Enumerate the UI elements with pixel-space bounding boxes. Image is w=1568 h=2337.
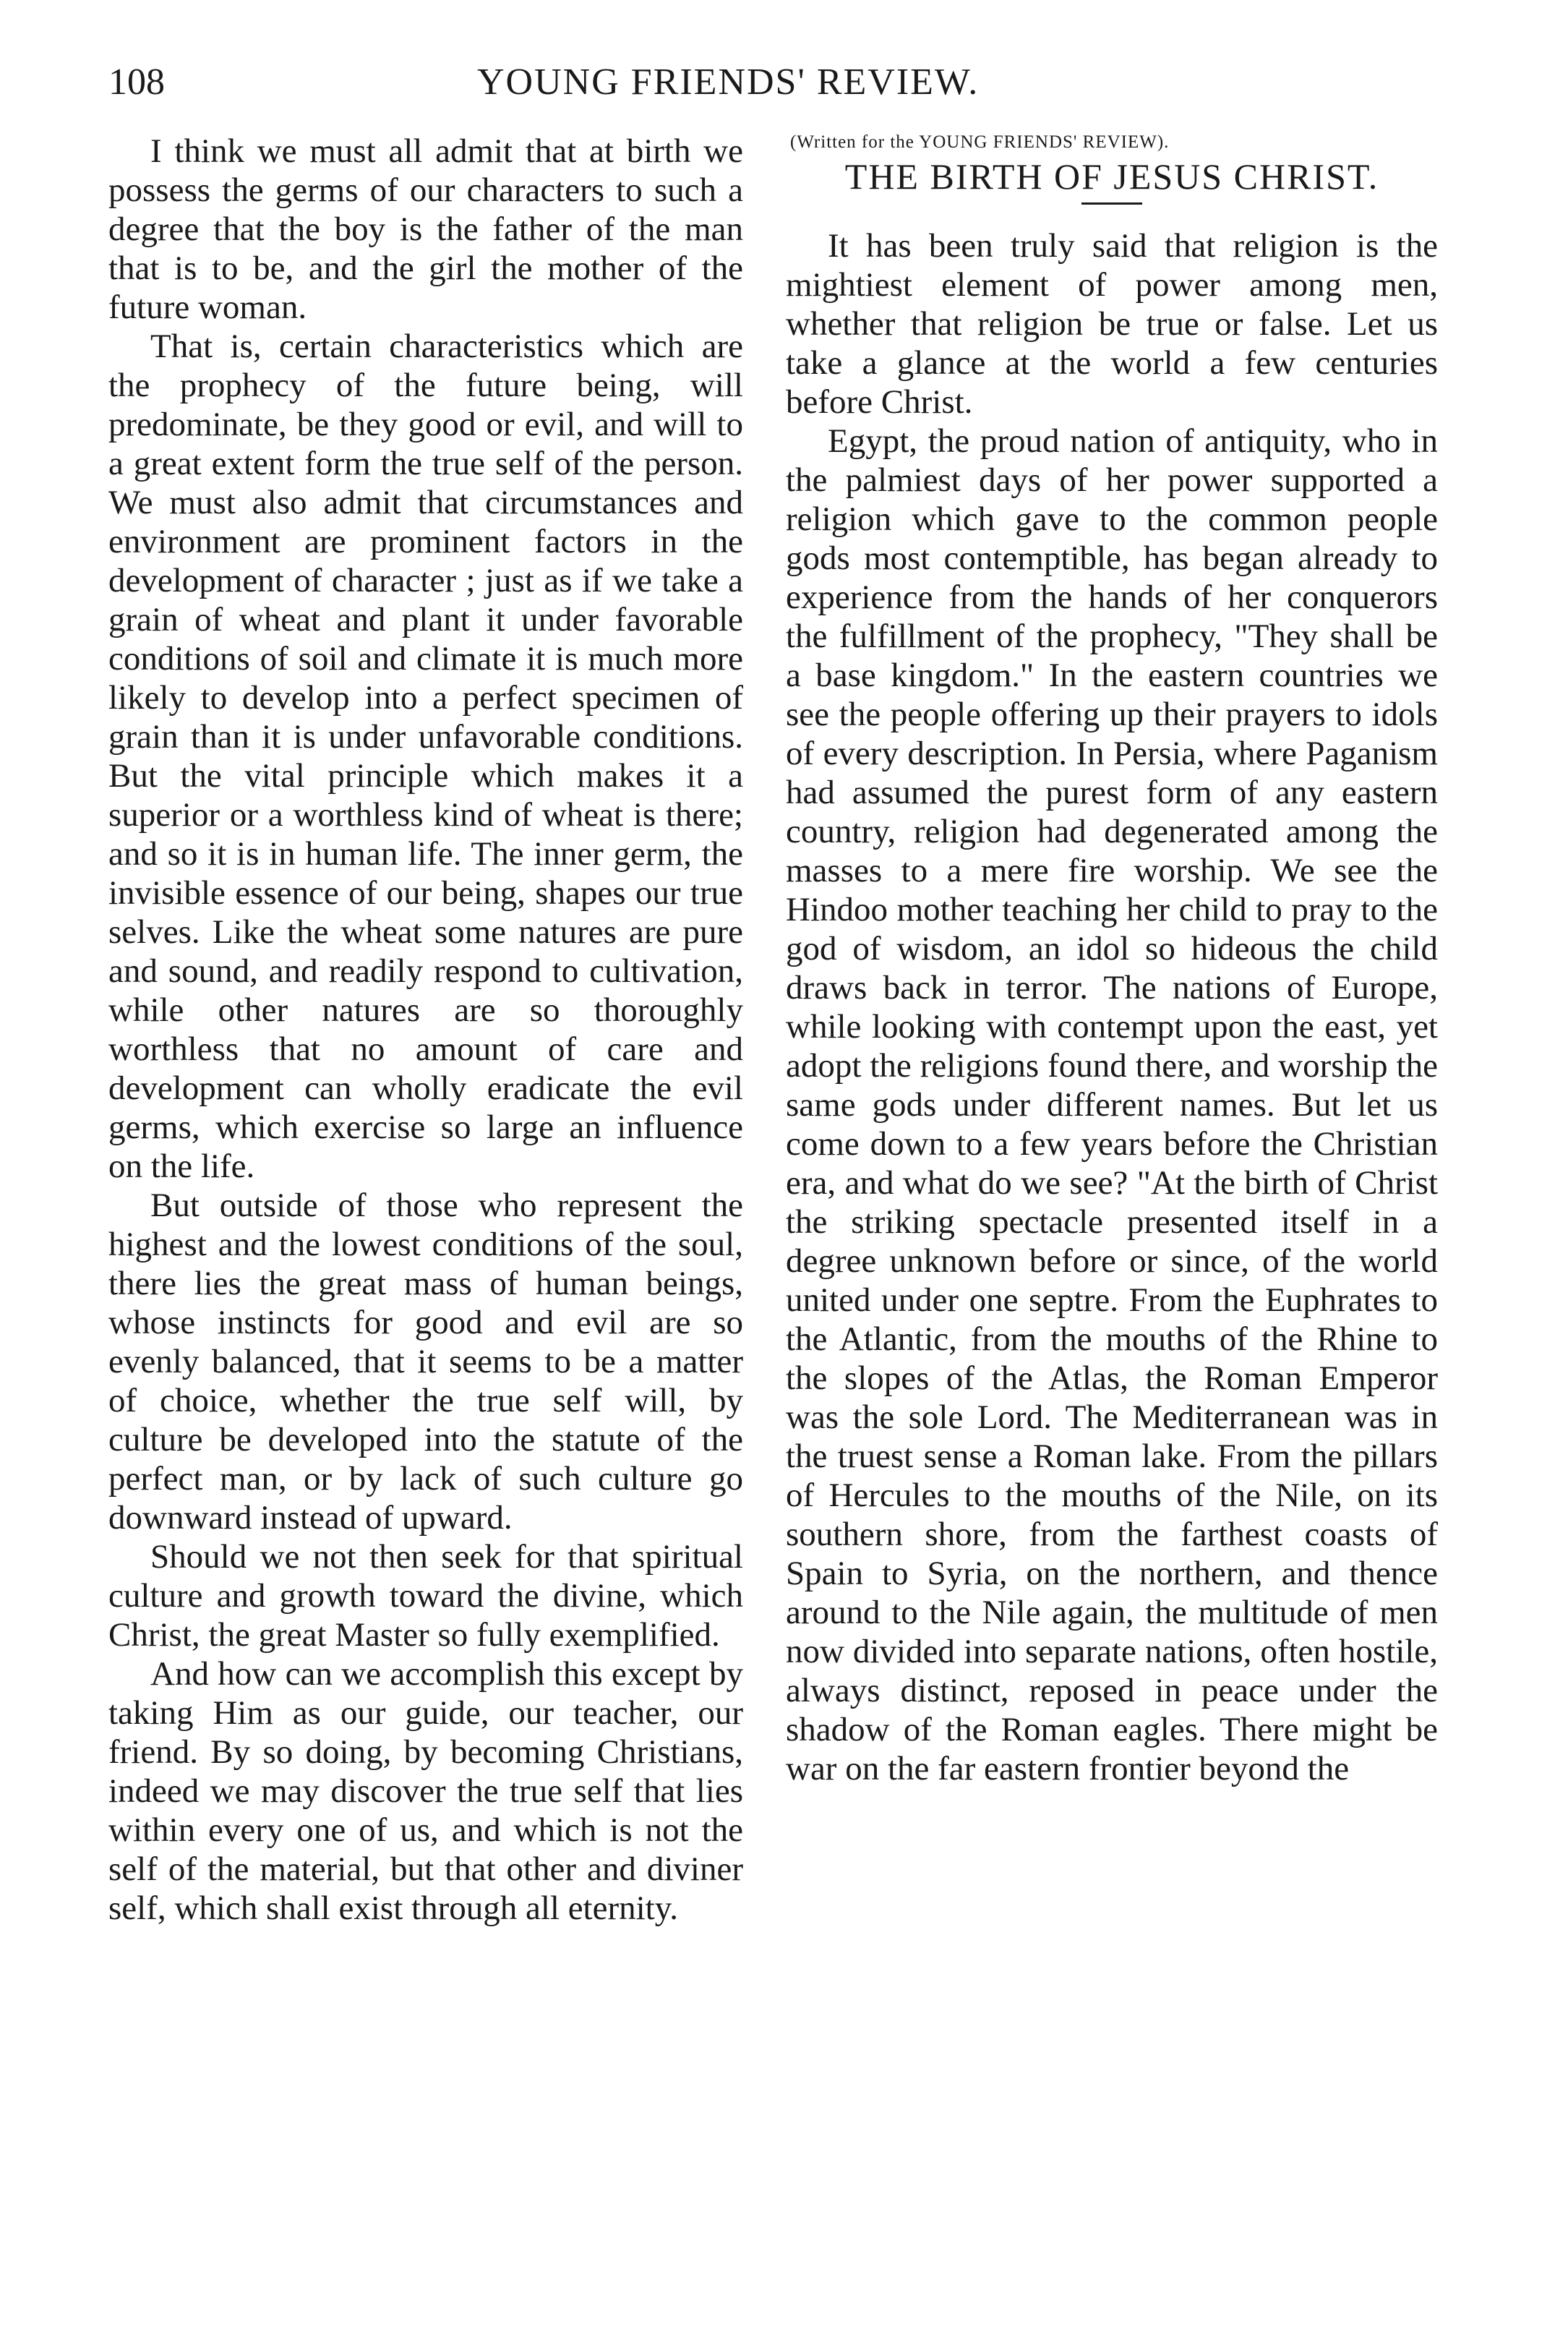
title-divider: [1081, 202, 1142, 205]
left-paragraph-5: And how can we accomplish this except by taking Him as our guide, our teacher, our friend. By so doing, by becoming Christians, indeed we may discover the true self that lies within every one of us, and which is not the self of the material, but that other and diviner self, which shall exist through all eternity.: [108, 1655, 743, 1927]
left-paragraph-1: I think we must all admit that at birth we possess the germs of our characters to such a degree that the boy is the father of the man that is to be, and the girl the mother of the future woman.: [108, 132, 743, 326]
page-number: 108: [108, 61, 165, 103]
right-paragraph-2: Egypt, the proud nation of antiquity, who in the palmiest days of her power supported a religion which gave to the common people gods most contemptible, has began already to experience from the hands of her conquerors the fulfillment of the prophecy, "They shall be a base kingdom." In the eastern countries we see the people offering up their prayers to idols of every description. In Persia, where Paganism had assumed the purest form of any eastern country, religion had degenerated among the masses to a mere fire worship. We see the Hindoo mother teaching her child to pray to the god of wisdom, an idol so hideous the child draws back in terror. The nations of Europe, while looking with contempt upon the east, yet adopt the religions found there, and worship the same gods under different names. But let us come down to a few years before the Christian era, and what do we see? "At the birth of Christ the striking spectacle presented itself in a degree unknown before or since, of the world united under one septre. From the Euphrates to the Atlantic, from the mouths of the Rhine to the slopes of the Atlas, the Roman Emperor was the sole Lord. The Mediterranean was in the truest sense a Roman lake. From the pillars of Hercules to the mouths of the Nile, on its southern shore, from the farthest coasts of Spain to Syria, on the northern, and thence around to the Nile again, the multitude of men now divided into separate nations, often hostile, always distinct, reposed in peace under the shadow of the Roman eagles. There might be war on the far eastern frontier beyond the: [786, 422, 1438, 1787]
running-head: YOUNG FRIENDS' REVIEW.: [477, 61, 980, 103]
left-paragraph-3: But outside of those who represent the highest and the lowest conditions of the soul, there lies the great mass of human beings, whose instincts for good and evil are so evenly balanced, that it seems to be a matter of choice, whether the true self will, by culture be developed into the statute of the perfect man, or by lack of such culture go downward instead of upward.: [108, 1187, 743, 1537]
left-paragraph-4: Should we not then seek for that spiritual culture and growth toward the divine, which Christ, the great Master so fully exemplified.: [108, 1538, 743, 1654]
article-byline: (Written for the YOUNG FRIENDS' REVIEW).: [790, 132, 1170, 152]
article-title: THE BIRTH OF JESUS CHRIST.: [844, 156, 1379, 197]
left-paragraph-2: That is, certain characteristics which are the prophecy of the future being, will predominate, be they good or evil, and will to a great extent form the true self of the person. We must also admit that circumstances and environment are prominent factors in the development of character ; just as if we take a grain of wheat and plant it under favorable conditions of soil and climate it is much more likely to develop into a perfect specimen of grain than it is under unfavorable conditions. But the vital principle which makes it a superior or a worthless kind of wheat is there; and so it is in human life. The inner germ, the invisible essence of our being, shapes our true selves. Like the wheat some natures are pure and sound, and readily respond to cultivation, while other natures are so thoroughly worthless that no amount of care and development can wholly eradicate the evil germs, which exercise so large an influence on the life.: [108, 328, 743, 1185]
left-column: [108, 132, 743, 1928]
right-column: [786, 132, 1438, 1788]
right-paragraph-1: It has been truly said that religion is the mightiest element of power among men, whether that religion be true or false. Let us take a glance at the world a few centuries before Christ.: [786, 227, 1438, 421]
